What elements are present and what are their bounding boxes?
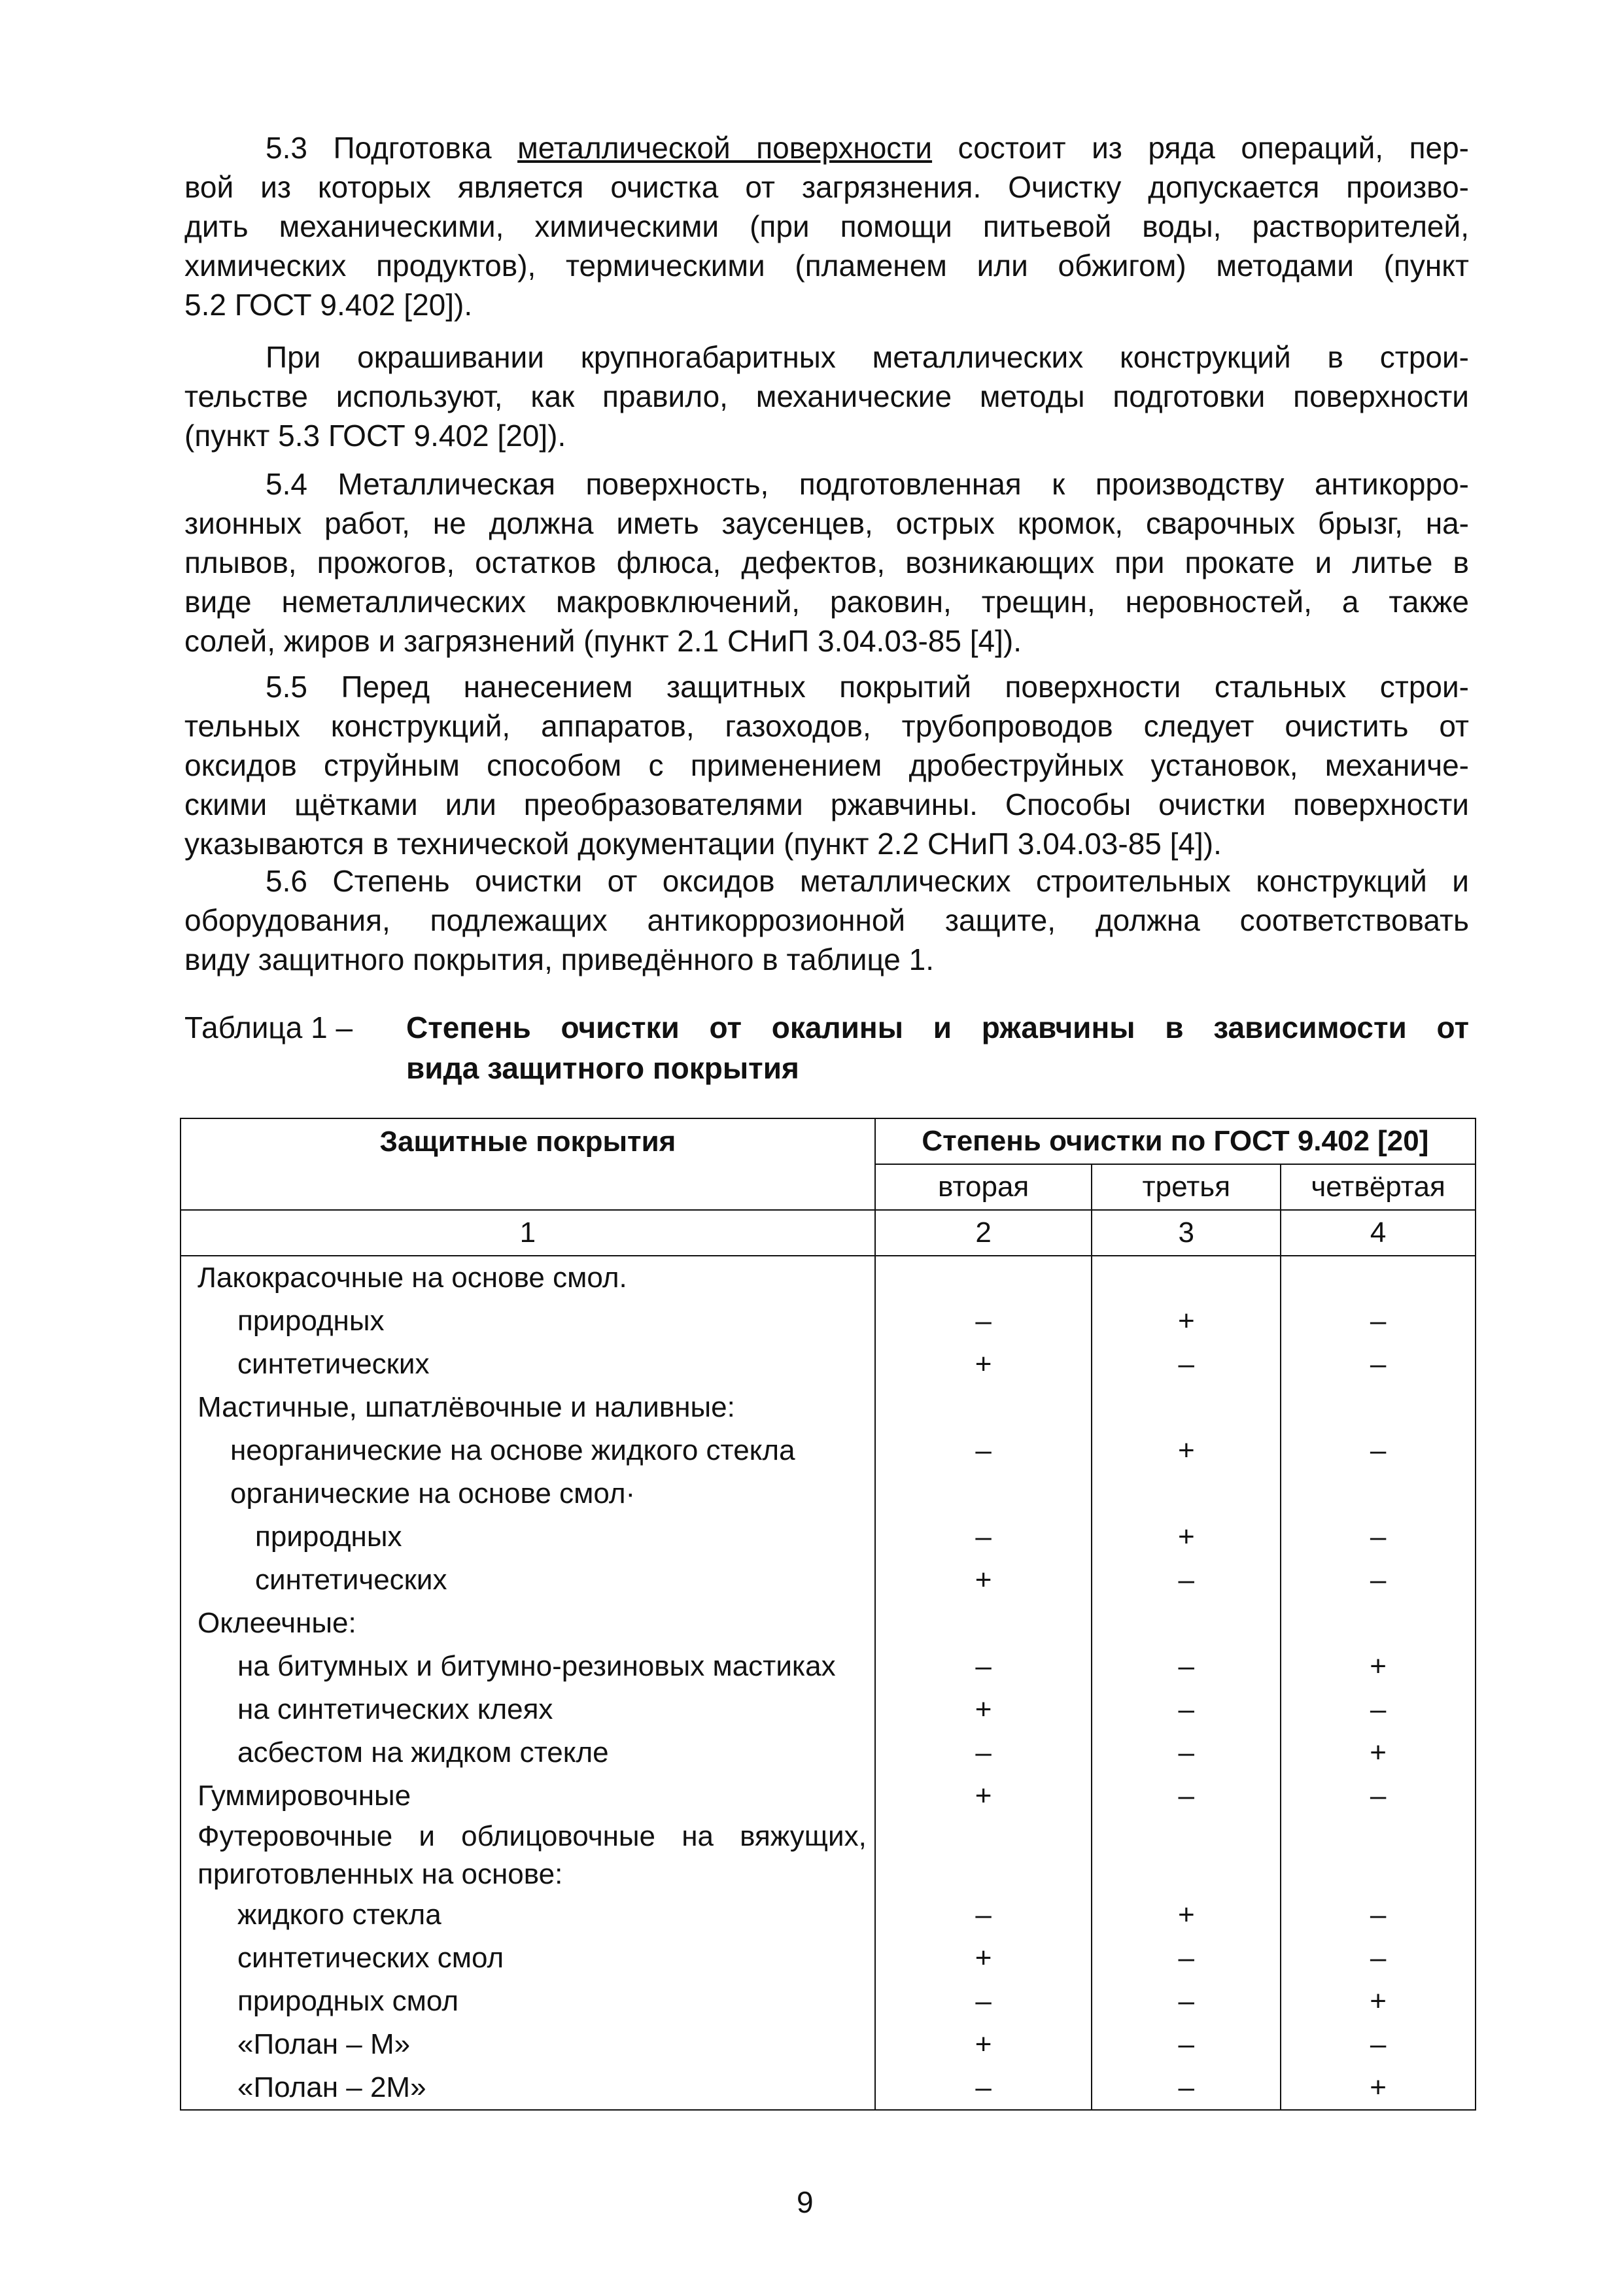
value-second: – <box>875 2066 1092 2110</box>
coating-name: Лакокрасочные на основе смол. <box>181 1256 875 1300</box>
header-cleaning-degree: Степень очистки по ГОСТ 9.402 [20] <box>875 1118 1476 1164</box>
value-fourth <box>1281 1386 1476 1429</box>
paragraph <box>184 464 1469 661</box>
text-line: виде неметаллических макровключений, раковин, трещин, неровностей, а также <box>184 585 1469 619</box>
value-second: + <box>875 1688 1092 1731</box>
value-second: + <box>875 1559 1092 1602</box>
coating-name: Гуммировочные <box>181 1774 875 1818</box>
header-protective-coatings: Защитные покрытия <box>181 1118 875 1210</box>
coating-name: жидкого стекла <box>181 1893 875 1937</box>
table-row <box>181 2023 1476 2066</box>
value-fourth <box>1281 1472 1476 1515</box>
text-line: 5.2 ГОСТ 9.402 [20]). <box>184 288 473 322</box>
table-row <box>181 1472 1476 1515</box>
value-fourth: – <box>1281 1937 1476 1980</box>
table-row <box>181 1688 1476 1731</box>
table-row <box>181 1256 1476 1300</box>
text-line: указываются в технической документации (пункт 2.2 СНиП 3.04.03-85 [4]). <box>184 827 1222 861</box>
text-segment: 5.3 Подготовка <box>266 131 518 165</box>
paragraph <box>184 667 1469 863</box>
subheader-second: вторая <box>875 1164 1092 1210</box>
text-line: плывов, прожогов, остатков флюса, дефектов, возникающих при прокате и литье в <box>184 545 1469 579</box>
value-third <box>1092 1472 1281 1515</box>
table-row <box>181 1386 1476 1429</box>
value-second: – <box>875 1300 1092 1343</box>
text-line: 5.6 Степень очистки от оксидов металлических строительных конструкций и <box>266 864 1469 898</box>
coating-name: неорганические на основе жидкого стекла <box>181 1429 875 1472</box>
value-fourth <box>1281 1602 1476 1645</box>
text-line: вой из которых является очистка от загрязнения. Очистку допускается произво- <box>184 170 1469 204</box>
value-third: + <box>1092 1429 1281 1472</box>
value-second: – <box>875 1980 1092 2023</box>
table-row <box>181 1559 1476 1602</box>
cleaning-degree-table <box>180 1118 1476 2111</box>
value-third: – <box>1092 1937 1281 1980</box>
value-fourth <box>1281 1256 1476 1300</box>
text-line: дить механическими, химическими (при помощи питьевой воды, растворителей, <box>184 209 1469 243</box>
value-third: – <box>1092 1980 1281 2023</box>
value-second <box>875 1472 1092 1515</box>
value-second <box>875 1602 1092 1645</box>
coating-name: синтетических <box>181 1559 875 1602</box>
text-line: тельстве используют, как правило, механические методы подготовки поверхности <box>184 379 1469 413</box>
value-fourth: + <box>1281 1731 1476 1774</box>
value-second <box>875 1256 1092 1300</box>
coating-name: природных <box>181 1300 875 1343</box>
value-third: – <box>1092 1343 1281 1386</box>
text-line: 5.5 Перед нанесением защитных покрытий поверхности стальных строи- <box>266 670 1469 704</box>
coating-name: синтетических смол <box>181 1937 875 1980</box>
coating-name: природных смол <box>181 1980 875 2023</box>
value-third <box>1092 1818 1281 1893</box>
text-line: оксидов струйным способом с применением дробеструйных установок, механиче- <box>184 748 1469 782</box>
value-second <box>875 1818 1092 1893</box>
value-second <box>875 1386 1092 1429</box>
text-line <box>184 128 1469 167</box>
text-line: виду защитного покрытия, приведённого в таблице 1. <box>184 942 935 976</box>
table-caption-label: Таблица 1 – <box>184 1010 353 1044</box>
text-line: оборудования, подлежащих антикоррозионной защите, должна соответствовать <box>184 903 1469 937</box>
value-second: – <box>875 1645 1092 1688</box>
value-fourth: – <box>1281 1515 1476 1559</box>
value-third: + <box>1092 1893 1281 1937</box>
value-second: + <box>875 1937 1092 1980</box>
value-second: – <box>875 1429 1092 1472</box>
value-fourth: – <box>1281 1300 1476 1343</box>
value-fourth: – <box>1281 1688 1476 1731</box>
value-second: – <box>875 1893 1092 1937</box>
table-row <box>181 1602 1476 1645</box>
value-third: – <box>1092 1645 1281 1688</box>
text-line: (пункт 5.3 ГОСТ 9.402 [20]). <box>184 419 566 453</box>
text-line: скими щётками или преобразователями ржавчины. Способы очистки поверхности <box>184 787 1469 821</box>
value-second: – <box>875 1731 1092 1774</box>
paragraph <box>184 861 1469 979</box>
value-third: + <box>1092 1515 1281 1559</box>
value-third: – <box>1092 1688 1281 1731</box>
coating-name: «Полан – 2М» <box>181 2066 875 2110</box>
table-row <box>181 1515 1476 1559</box>
table-row <box>181 2066 1476 2110</box>
column-number: 3 <box>1092 1210 1281 1256</box>
coating-name: Мастичные, шпатлёвочные и наливные: <box>181 1386 875 1429</box>
value-third: – <box>1092 1559 1281 1602</box>
table-caption-title: Степень очистки от окалины и ржавчины в зависимости от <box>406 1010 1469 1044</box>
value-fourth: – <box>1281 2023 1476 2066</box>
value-fourth: – <box>1281 1343 1476 1386</box>
value-second: + <box>875 2023 1092 2066</box>
text-line: При окрашивании крупногабаритных металлических конструкций в строи- <box>266 340 1469 374</box>
table-row <box>181 1429 1476 1472</box>
page-number: 9 <box>797 2185 814 2219</box>
table-row <box>181 1731 1476 1774</box>
subheader-third: третья <box>1092 1164 1281 1210</box>
underlined-term: металлической поверхности <box>517 131 933 165</box>
coating-name: «Полан – М» <box>181 2023 875 2066</box>
paragraph <box>184 337 1469 455</box>
value-third <box>1092 1386 1281 1429</box>
value-third: + <box>1092 1300 1281 1343</box>
value-third: – <box>1092 1774 1281 1818</box>
table-row <box>181 1300 1476 1343</box>
value-fourth: – <box>1281 1559 1476 1602</box>
table-row <box>181 1645 1476 1688</box>
coating-name: на синтетических клеях <box>181 1688 875 1731</box>
value-second: + <box>875 1774 1092 1818</box>
value-third: – <box>1092 2023 1281 2066</box>
value-fourth: + <box>1281 1980 1476 2023</box>
text-line: химических продуктов), термическими (пламенем или обжигом) методами (пункт <box>184 249 1469 283</box>
paragraph <box>184 128 1469 324</box>
text-segment: состоит из ряда операций, пер- <box>932 131 1469 165</box>
text-line: зионных работ, не должна иметь заусенцев, острых кромок, сварочных брызг, на- <box>184 506 1469 540</box>
value-third: – <box>1092 1731 1281 1774</box>
value-fourth: – <box>1281 1429 1476 1472</box>
value-second: – <box>875 1515 1092 1559</box>
table-row <box>181 1893 1476 1937</box>
text-line: 5.4 Металлическая поверхность, подготовленная к производству антикорро- <box>266 467 1469 501</box>
value-fourth: + <box>1281 1645 1476 1688</box>
coating-name: Футеровочные и облицовочные на вяжущих, приготовленных на основе: <box>181 1818 875 1893</box>
coating-name: органические на основе смол· <box>181 1472 875 1515</box>
column-number: 1 <box>181 1210 875 1256</box>
table-row <box>181 1980 1476 2023</box>
column-number: 2 <box>875 1210 1092 1256</box>
value-third <box>1092 1256 1281 1300</box>
value-third: – <box>1092 2066 1281 2110</box>
column-number: 4 <box>1281 1210 1476 1256</box>
value-fourth: – <box>1281 1774 1476 1818</box>
subheader-fourth: четвёртая <box>1281 1164 1476 1210</box>
table-row <box>181 1818 1476 1893</box>
value-fourth <box>1281 1818 1476 1893</box>
table-row <box>181 1774 1476 1818</box>
table-row <box>181 1937 1476 1980</box>
table-caption-title-cont: вида защитного покрытия <box>406 1051 799 1085</box>
text-line: солей, жиров и загрязнений (пункт 2.1 СНиП 3.04.03-85 [4]). <box>184 624 1022 658</box>
value-fourth: – <box>1281 1893 1476 1937</box>
value-second: + <box>875 1343 1092 1386</box>
coating-name: природных <box>181 1515 875 1559</box>
table-row <box>181 1343 1476 1386</box>
coating-name: Оклеечные: <box>181 1602 875 1645</box>
value-fourth: + <box>1281 2066 1476 2110</box>
coating-name: асбестом на жидком стекле <box>181 1731 875 1774</box>
value-third <box>1092 1602 1281 1645</box>
coating-name: синтетических <box>181 1343 875 1386</box>
text-line: тельных конструкций, аппаратов, газоходов, трубопроводов следует очистить от <box>184 709 1469 743</box>
coating-name: на битумных и битумно-резиновых мастиках <box>181 1645 875 1688</box>
